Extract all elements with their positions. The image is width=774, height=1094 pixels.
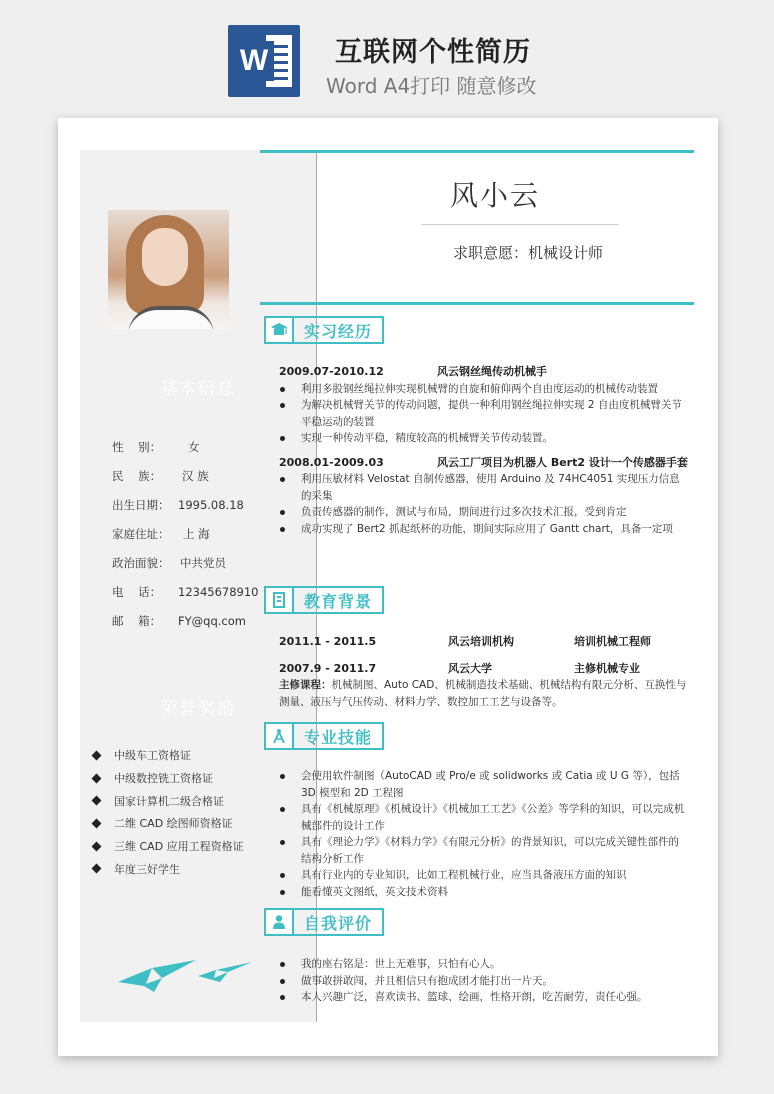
list-item: 能看懂英文图纸，英文技术资料: [279, 884, 689, 901]
info-label: 邮 箱：: [112, 613, 162, 628]
list-item: 中级数控铣工资格证: [90, 767, 310, 790]
diamond-bullet-icon: [92, 841, 102, 851]
courses: 主修课程：机械制图、Auto CAD、机械制造技术基础、机械结构有限元分析、互换性与测量、液压与气压传动、材料力学、数控加工工艺与设备等。: [279, 679, 687, 708]
entry-date: 2011.1 - 2011.5: [279, 635, 377, 648]
doc-title: 互联网个性简历: [335, 37, 531, 68]
education-entry: [279, 661, 689, 678]
section-title: 实习经历: [294, 316, 384, 344]
accent-rule-top: [260, 150, 694, 153]
info-value: 汉 族: [182, 468, 209, 483]
info-value: 12345678910: [178, 584, 259, 599]
info-value: 上 海: [183, 526, 210, 541]
info-value: 1995.08.18: [178, 497, 244, 512]
doc-subtitle: Word A4打印 随意修改: [326, 74, 537, 98]
list-item: 具有《机械原理》《机械设计》《机械加工工艺》《公差》等学科的知识，可以完成机械部件的设计工作: [279, 801, 689, 834]
word-logo-icon: [228, 25, 300, 97]
entry-major: 主修机械专业: [574, 661, 640, 675]
graduation-cap-icon: [264, 316, 294, 344]
info-label: 政治面貌：: [112, 555, 170, 570]
info-label: 民 族：: [112, 468, 162, 483]
experience-block: [279, 362, 689, 537]
section-self-eval: [264, 908, 384, 936]
diamond-bullet-icon: [92, 818, 102, 828]
list-item: 成功实现了 Bert2 抓起纸杯的功能，期间实际应用了 Gantt chart，具备一定项: [279, 521, 689, 538]
name-underline: [421, 224, 619, 225]
info-label: 性 别：: [112, 439, 162, 454]
list-item: 负责传感器的制作，测试与布局，期间进行过多次技术汇报，受到肯定: [279, 504, 689, 521]
list-item: 做事敢拼敢闯，并且相信只有抱成团才能打出一片天。: [279, 973, 689, 990]
person-icon: [264, 908, 294, 936]
word-logo-letter: W: [234, 41, 274, 81]
paper-birds-icon: [116, 958, 256, 994]
list-item: 年度三好学生: [90, 857, 310, 880]
list-item: 本人兴趣广泛，喜欢读书、篮球、绘画，性格开朗，吃苦耐劳，责任心强。: [279, 989, 689, 1006]
section-skills: [264, 722, 384, 750]
info-value: 中共党员: [180, 555, 226, 570]
list-item: 实现一种传动平稳，精度较高的机械臂关节传动装置。: [279, 430, 689, 447]
list-item: 具有行业内的专业知识，比如工程机械行业，应当具备液压方面的知识: [279, 867, 689, 884]
profile-photo: [108, 210, 229, 329]
list-item: 国家计算机二级合格证: [90, 789, 310, 812]
list-item: 三维 CAD 应用工程资格证: [90, 835, 310, 858]
honors-title: 荣誉奖励: [160, 699, 236, 719]
entry-school: 风云培训机构: [448, 635, 514, 648]
education-block: [279, 632, 689, 710]
diamond-bullet-icon: [92, 796, 102, 806]
entry-school: 风云大学: [448, 661, 492, 675]
info-row-politics: [112, 548, 312, 577]
list-item: 中级车工资格证: [90, 744, 310, 767]
section-experience: [264, 316, 384, 344]
info-label: 电 话：: [112, 584, 162, 599]
info-value: 女: [188, 439, 200, 454]
compass-icon: [264, 722, 294, 750]
info-label: 家庭住址：: [112, 526, 170, 541]
honors-list: [90, 744, 310, 880]
diamond-bullet-icon: [92, 864, 102, 874]
section-education: [264, 586, 384, 614]
basic-info-title: 基本信息: [160, 379, 236, 399]
job-intent: 求职意愿：机械设计师: [453, 244, 604, 262]
candidate-name: 风小云: [450, 179, 541, 212]
entry-role: 风云钢丝绳传动机械手: [437, 365, 547, 378]
info-value: FY@qq.com: [178, 613, 246, 628]
list-item: 会使用软件制图（AutoCAD 或 Pro/e 或 solidworks 或 Catia 或 U G 等），包括 3D 模型和 2D 工程图: [279, 768, 689, 801]
section-title: 教育背景: [294, 586, 384, 614]
section-title: 自我评价: [294, 908, 384, 936]
section-title: 专业技能: [294, 722, 384, 750]
entry-role: 风云工厂项目为机器人 Bert2 设计一个传感器手套: [437, 455, 688, 469]
list-item: 具有《理论力学》《材料力学》《有限元分析》的背景知识，可以完成关键性部件的结构分析工作: [279, 834, 689, 867]
list-item: 利用多股钢丝绳拉伸实现机械臂的自旋和俯仰两个自由度运动的机械传动装置: [279, 381, 689, 398]
list-item: 利用压敏材料 Velostat 自制传感器，使用 Arduino 及 74HC4051 实现压力信息的采集: [279, 471, 689, 504]
accent-rule-mid: [260, 302, 694, 305]
list-item: 为解决机械臂关节的传动问题，提供一种利用钢丝绳拉伸实现 2 自由度机械臂关节平稳运动的装置: [279, 397, 689, 430]
diamond-bullet-icon: [92, 750, 102, 760]
list-item: 二维 CAD 绘图师资格证: [90, 812, 310, 835]
self-eval-block: [279, 956, 689, 1006]
entry-date: 2009.07-2010.12: [279, 365, 384, 378]
entry-major: 培训机械工程师: [574, 635, 651, 648]
education-entry: [279, 634, 689, 651]
resume-sheet: [58, 118, 718, 1056]
entry-date: 2008.01-2009.03: [279, 455, 384, 469]
info-label: 出生日期：: [112, 497, 170, 512]
book-icon: [264, 586, 294, 614]
skills-block: [279, 768, 689, 900]
experience-entry-head: [279, 364, 689, 381]
diamond-bullet-icon: [92, 773, 102, 783]
experience-entry-head: [279, 455, 689, 472]
list-item: 我的座右铭是：世上无难事，只怕有心人。: [279, 956, 689, 973]
entry-date: 2007.9 - 2011.7: [279, 661, 377, 675]
